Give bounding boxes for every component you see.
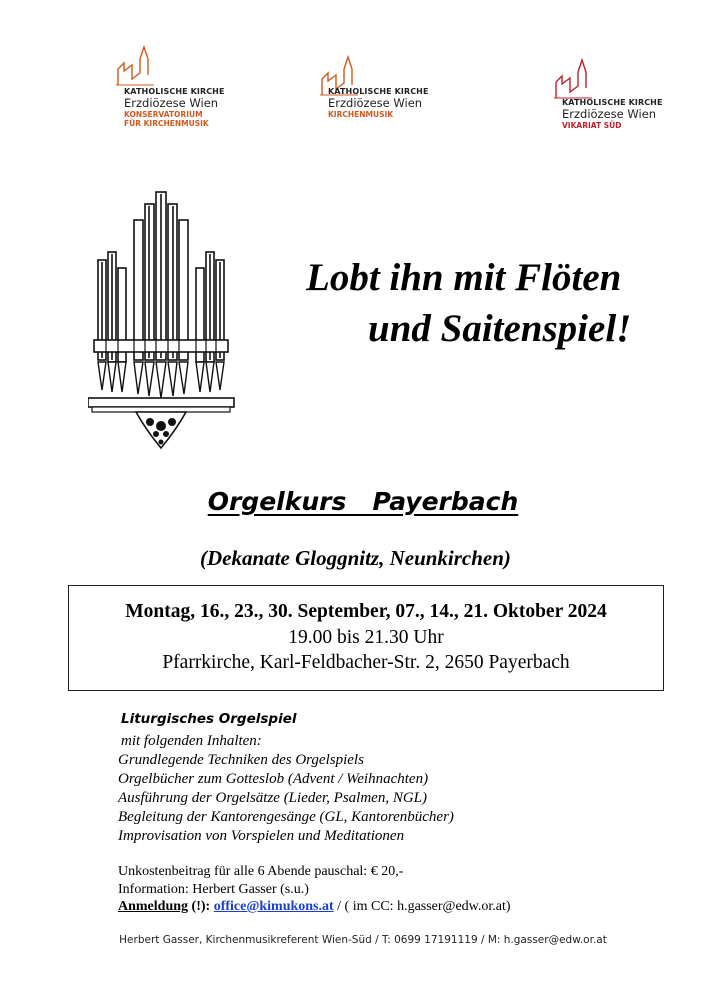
- logo-line-church: KATHOLISCHE KIRCHE: [328, 87, 429, 96]
- registration-mark: (!):: [188, 899, 211, 914]
- logo-line-church: KATHOLISCHE KIRCHE: [562, 98, 663, 107]
- organ-pipes-illustration: [88, 190, 244, 460]
- schedule-dates: Montag, 16., 23., 30. September, 07., 14., 21. Oktober 2024: [125, 601, 607, 622]
- content-heading: Liturgisches Orgelspiel: [121, 711, 297, 727]
- schedule-box: [68, 585, 664, 691]
- list-item: Begleitung der Kantorengesänge (GL, Kantorenbücher): [118, 809, 454, 825]
- schedule-time: 19.00 bis 21.30 Uhr: [288, 627, 444, 648]
- list-item: Grundlegende Techniken des Orgelspiels: [118, 752, 364, 768]
- headline-line-1: Lobt ihn mit Flöten: [306, 256, 622, 299]
- registration-label: Anmeldung: [118, 899, 189, 914]
- logo-kirchenmusik: [318, 55, 468, 150]
- logo-line-church: KATHOLISCHE KIRCHE: [124, 87, 225, 96]
- topic-list: [118, 751, 454, 846]
- registration-cc: / ( im CC: h.gasser@edw.or.at): [333, 899, 511, 914]
- logo-line-unit: KIRCHENMUSIK: [328, 110, 394, 119]
- content-intro: mit folgenden Inhalten:: [121, 733, 262, 749]
- logo-konservatorium: [114, 45, 264, 140]
- registration-email-link[interactable]: office@kimukons.at: [213, 899, 334, 914]
- logo-line-unit: KONSERVATORIUM: [124, 110, 203, 119]
- church-icon: [114, 45, 174, 87]
- list-item: Ausführung der Orgelsätze (Lieder, Psalmen, NGL): [118, 790, 428, 806]
- headline-line-2: und Saitenspiel!: [368, 307, 632, 350]
- logo-line-unit: VIKARIAT SÜD: [562, 121, 622, 130]
- logo-line-diocese: Erzdiözese Wien: [562, 107, 657, 121]
- fee-info: Unkostenbeitrag für alle 6 Abende pauschal: € 20,-: [118, 864, 404, 879]
- list-item: Improvisation von Vorspielen und Meditationen: [118, 828, 405, 844]
- contact-info: Information: Herbert Gasser (s.u.): [118, 882, 309, 897]
- logo-line-diocese: Erzdiözese Wien: [328, 96, 423, 110]
- deaneries-subtitle: (Dekanate Gloggnitz, Neunkirchen): [200, 546, 511, 570]
- registration-line: [118, 899, 511, 915]
- course-title: Orgelkurs Payerbach: [207, 487, 519, 516]
- schedule-place: Pfarrkirche, Karl-Feldbacher-Str. 2, 2650 Payerbach: [162, 652, 570, 673]
- church-icon: [552, 58, 612, 100]
- logo-line-diocese: Erzdiözese Wien: [124, 96, 219, 110]
- logo-vikariat-sued: [552, 58, 702, 153]
- list-item: Orgelbücher zum Gotteslob (Advent / Weihnachten): [118, 771, 429, 787]
- logo-line-unit-2: FÜR KIRCHENMUSIK: [124, 119, 209, 128]
- footer-contact: Herbert Gasser, Kirchenmusikreferent Wien-Süd / T: 0699 17191119 / M: h.gasser@edw.or.at: [119, 934, 607, 946]
